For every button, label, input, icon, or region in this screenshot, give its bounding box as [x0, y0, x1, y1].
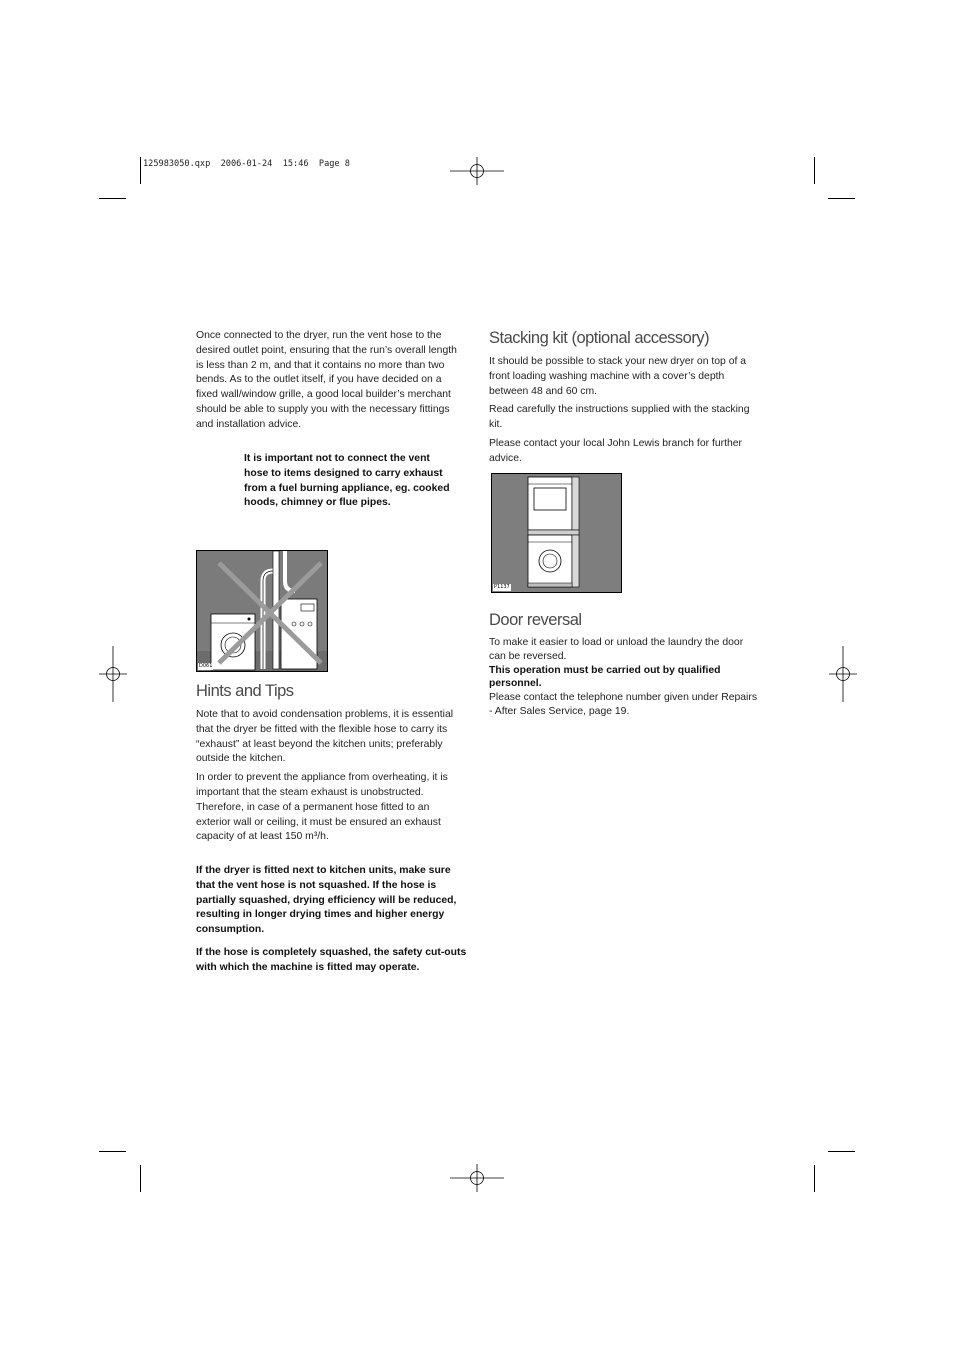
stacking-paragraph-1: It should be possible to stack your new dryer on top of a front loading washing machine with a cover’s depth between 48 and 60 cm.: [489, 356, 747, 397]
vent-warning: It is important not to connect the vent hose to items designed to carry exhaust from a fuel burning appliance, eg. cooked hoods, chimney or flue pipes.: [244, 453, 450, 509]
registration-mark-top: [450, 157, 504, 185]
stacking-paragraph-3: Please contact your local John Lewis branch for further advice.: [489, 437, 742, 464]
door-paragraph-2: Please contact the telephone number given under Repairs - After Sales Service, page 19.: [489, 692, 758, 717]
hints-heading: Hints and Tips: [196, 682, 294, 700]
stacking-kit-figure: [491, 473, 622, 593]
door-text: [489, 636, 761, 719]
hints-paragraph-1: Note that to avoid condensation problems, it is essential that the dryer be fitted with the flexible hose to carry its “exhaust” at least beyond the kitchen units; preferably outside the kitchen.: [196, 709, 454, 765]
stacking-paragraph-2: Read carefully the instructions supplied with the stacking kit.: [489, 404, 750, 431]
registration-mark-left: [99, 646, 127, 702]
stacked-appliances-illustration: [492, 474, 621, 592]
door-qualified-warning: This operation must be carried out by qualified personnel.: [489, 664, 721, 690]
print-slug: 125983050.qxp 2006-01-24 15:46 Page 8: [143, 159, 350, 169]
figure-code: D061: [199, 663, 213, 669]
wrong-installation-illustration: [197, 551, 327, 671]
left-column: [196, 329, 466, 433]
intro-paragraph: Once connected to the dryer, run the vent hose to the desired outlet point, ensuring that the run’s overall length is less than 2 m, and that it contains no more than two bends. As to the outlet itself, if you have decided on a fixed wall/window grille, a good local builder’s merchant should be able to supply you with the necessary fittings and installation advice.: [196, 330, 457, 430]
registration-mark-right: [829, 646, 857, 702]
hints-paragraph-2: In order to prevent the appliance from overheating, it is important that the steam exhaust is unobstructed. Therefore, in case of a permanent hose fitted to an exterior wall or ceiling, it must be ensured an exhaust capacity of at least 150 m³/h.: [196, 772, 448, 843]
door-heading: Door reversal: [489, 611, 582, 629]
door-paragraph-1: To make it easier to load or unload the laundry the door can be reversed.: [489, 637, 744, 662]
stacking-text: [489, 355, 759, 467]
figure-code: P1137: [494, 584, 510, 590]
vent-hose-wrong-figure: [196, 550, 328, 672]
hints-text: [196, 708, 466, 845]
registration-mark-bottom: [450, 1164, 504, 1192]
stacking-heading: Stacking kit (optional accessory): [489, 329, 710, 347]
hints-bold-2: If the hose is completely squashed, the safety cut-outs with which the machine is fitted may operate.: [196, 947, 467, 973]
hints-bold-1: If the dryer is fitted next to kitchen units, make sure that the vent hose is not squashed. If the hose is partially squashed, drying efficiency will be reduced, resulting in longer drying times and higher energy consumption.: [196, 865, 457, 936]
